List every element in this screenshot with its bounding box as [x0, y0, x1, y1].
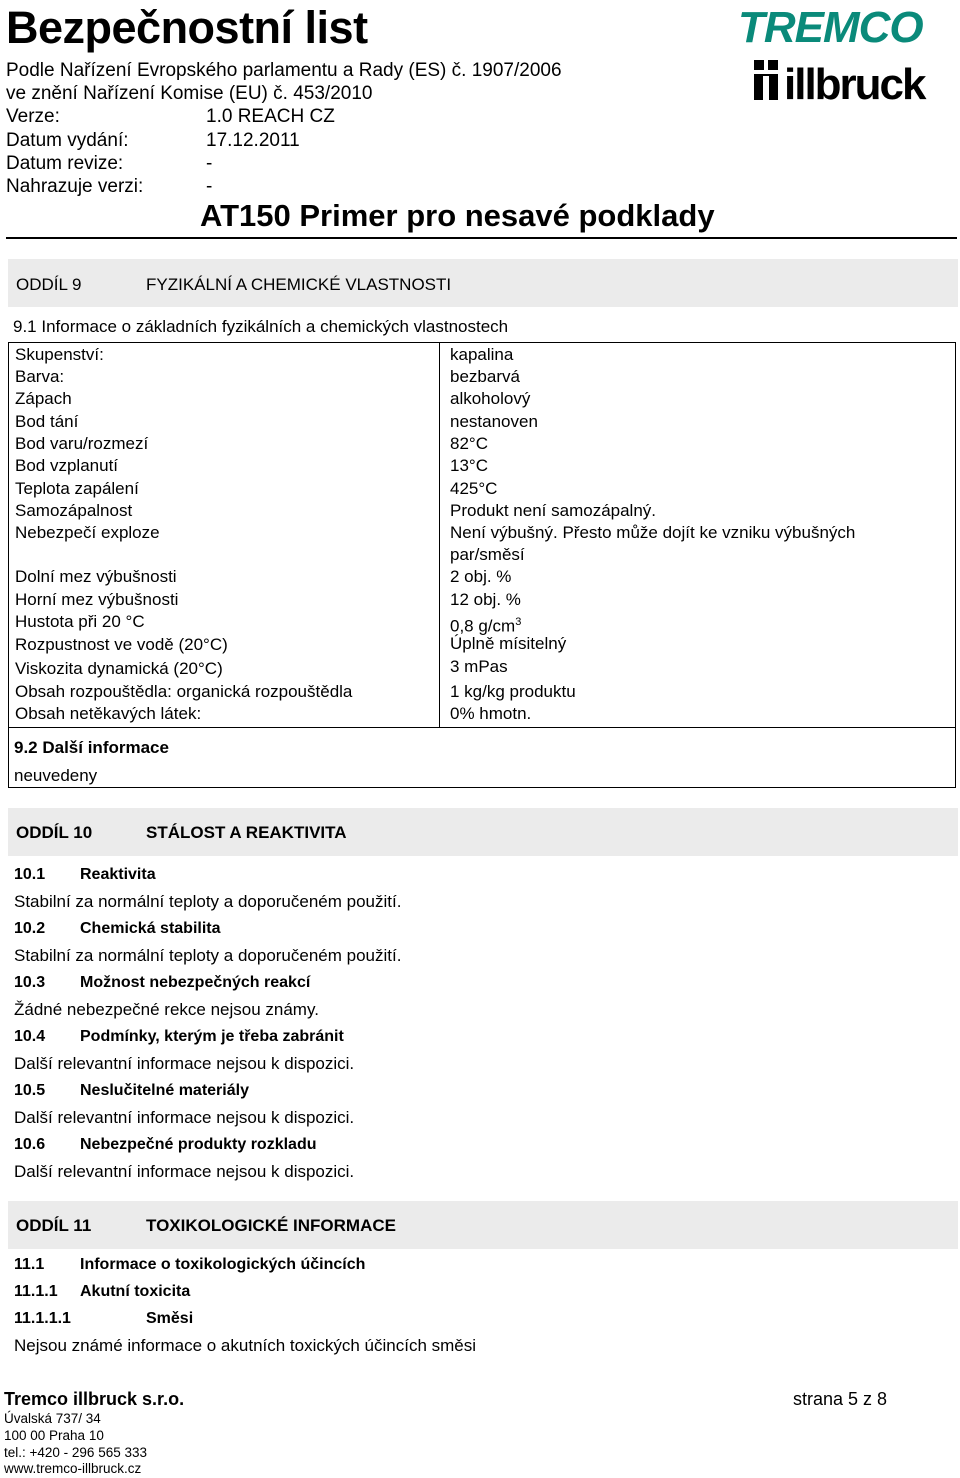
subsection-heading: Možnost nebezpečných reakcí [80, 974, 311, 991]
footer-address-street: Úvalská 737/ 34 [4, 1411, 101, 1426]
subsection-9-2-heading: 9.2 Další informace [14, 738, 169, 757]
svg-text:illbruck: illbruck [784, 60, 925, 102]
tremco-illbruck-logo [734, 2, 954, 102]
subsection-number: 10.5 [14, 1082, 46, 1099]
subsection-text: Další relevantní informace nejsou k dispozici. [14, 1108, 355, 1127]
property-value [450, 612, 521, 637]
property-value: 3 mPas [450, 657, 508, 676]
property-value: Produkt není samozápalný. [450, 501, 657, 520]
property-label: Bod varu/rozmezí [15, 434, 149, 453]
subsection-text: Nejsou známé informace o akutních toxických účincích směsi [14, 1336, 477, 1355]
subsection-heading: Nebezpečné produkty rozkladu [80, 1136, 317, 1153]
section-9-title: FYZIKÁLNÍ A CHEMICKÉ VLASTNOSTI [146, 275, 452, 294]
footer-phone: tel.: +420 - 296 565 333 [4, 1445, 147, 1460]
property-label: Dolní mez výbušnosti [15, 567, 177, 586]
revision-date-label: Datum revize: [6, 153, 124, 174]
property-value: 425°C [450, 479, 498, 498]
density-unit-exponent: 3 [515, 616, 522, 628]
subsection-number: 11.1 [14, 1256, 45, 1273]
subsection-heading: Informace o toxikologických účincích [80, 1256, 366, 1273]
version-value: 1.0 REACH CZ [206, 106, 335, 127]
regulation-line-1: Podle Nařízení Evropského parlamentu a Rady (ES) č. 1907/2006 [6, 60, 562, 81]
property-value: Úplně mísitelný [450, 634, 567, 653]
footer-address-city: 100 00 Praha 10 [4, 1428, 104, 1443]
subsection-text: Stabilní za normální teploty a doporučeném použití. [14, 946, 402, 965]
header-divider [6, 237, 957, 239]
section-10-number: ODDÍL 10 [16, 823, 93, 842]
properties-table-divider [439, 342, 440, 728]
property-label: Obsah rozpouštědla: organická rozpouštědla [15, 682, 353, 701]
tremco-wordmark [738, 3, 923, 52]
subsection-number: 10.4 [14, 1028, 46, 1045]
illbruck-wordmark [784, 60, 927, 102]
property-value-continued: par/směsí [450, 545, 525, 564]
product-name: AT150 Primer pro nesavé podklady [200, 198, 715, 233]
subsection-heading: Směsi [146, 1310, 194, 1327]
subsection-number: 10.2 [14, 920, 46, 937]
property-label: Hustota při 20 °C [15, 612, 145, 631]
property-label: Bod vzplanutí [15, 456, 119, 475]
property-label: Teplota zapálení [15, 479, 139, 498]
property-value: 1 kg/kg produktu [450, 682, 576, 701]
subsection-9-1-heading: 9.1 Informace o základních fyzikálních a chemických vlastnostech [13, 317, 509, 336]
subsection-number: 10.6 [14, 1136, 46, 1153]
version-label: Verze: [6, 106, 60, 127]
footer-company: Tremco illbruck s.r.o. [4, 1389, 185, 1409]
property-value: alkoholový [450, 389, 531, 408]
additional-info-box [8, 728, 956, 788]
subsection-heading: Akutní toxicita [80, 1283, 191, 1300]
property-value: 12 obj. % [450, 590, 521, 609]
property-label: Obsah netěkavých látek: [15, 704, 202, 723]
subsection-heading: Podmínky, kterým je třeba zabránit [80, 1028, 344, 1045]
illbruck-mark [754, 60, 778, 100]
property-value: Není výbušný. Přesto může dojít ke vzniku výbušných [450, 523, 856, 542]
revision-date-value: - [206, 153, 213, 174]
replaces-version-value: - [206, 176, 213, 197]
property-label: Skupenství: [15, 345, 104, 364]
subsection-number: 10.1 [14, 866, 46, 883]
subsection-number: 11.1.1 [14, 1283, 58, 1300]
subsection-heading: Neslučitelné materiály [80, 1082, 249, 1099]
property-label: Samozápalnost [15, 501, 133, 520]
property-value: bezbarvá [450, 367, 520, 386]
page-number: strana 5 z 8 [793, 1389, 888, 1409]
regulation-line-2: ve znění Nařízení Komise (EU) č. 453/2010 [6, 83, 373, 104]
property-label: Barva: [15, 367, 65, 386]
svg-text:TREMCO: TREMCO [738, 3, 923, 52]
section-10-title: STÁLOST A REAKTIVITA [146, 823, 347, 842]
section-11-title: TOXIKOLOGICKÉ INFORMACE [146, 1216, 396, 1235]
property-value: 13°C [450, 456, 488, 475]
property-label: Horní mez výbušnosti [15, 590, 179, 609]
property-value: kapalina [450, 345, 514, 364]
property-label: Nebezpečí exploze [15, 523, 160, 542]
subsection-number: 10.3 [14, 974, 46, 991]
property-label: Rozpustnost ve vodě (20°C) [15, 635, 228, 654]
property-label: Bod tání [15, 412, 79, 431]
subsection-text: Stabilní za normální teploty a doporučeném použití. [14, 892, 402, 911]
subsection-text: Žádné nebezpečné rekce nejsou známy. [14, 1000, 319, 1019]
subsection-heading: Reaktivita [80, 866, 156, 883]
section-11-number: ODDÍL 11 [16, 1216, 92, 1235]
property-value: nestanoven [450, 412, 538, 431]
property-value: 82°C [450, 434, 488, 453]
subsection-text: Další relevantní informace nejsou k dispozici. [14, 1162, 355, 1181]
property-label: Viskozita dynamická (20°C) [15, 659, 223, 678]
subsection-number: 11.1.1.1 [14, 1310, 71, 1327]
property-value: 0% hmotn. [450, 704, 532, 723]
additional-info-text: neuvedeny [14, 766, 98, 785]
issue-date-value: 17.12.2011 [206, 130, 300, 151]
property-value: 2 obj. % [450, 567, 512, 586]
replaces-version-label: Nahrazuje verzi: [6, 176, 144, 197]
document-title: Bezpečnostní list [6, 2, 368, 53]
subsection-text: Další relevantní informace nejsou k dispozici. [14, 1054, 355, 1073]
section-9-number: ODDÍL 9 [16, 275, 82, 294]
property-label: Zápach [15, 389, 72, 408]
density-value: 0,8 g/cm [450, 616, 516, 636]
issue-date-label: Datum vydání: [6, 130, 129, 151]
footer-website: www.tremco-illbruck.cz [4, 1461, 142, 1476]
subsection-heading: Chemická stabilita [80, 920, 221, 937]
